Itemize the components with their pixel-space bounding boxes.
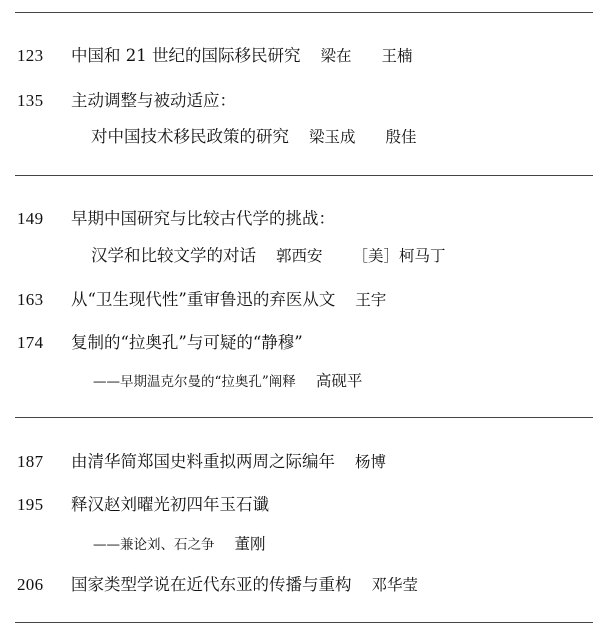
page-number: 195 xyxy=(17,495,44,514)
author-name: 郭西安 xyxy=(276,247,323,265)
author-name: 梁在 xyxy=(320,47,352,65)
article-title: 中国和 21 世纪的国际移民研究 梁在 王楠 xyxy=(71,46,413,65)
section-divider xyxy=(15,417,593,418)
author-name: 殷佳 xyxy=(385,128,417,146)
toc-entry[interactable] xyxy=(0,492,612,518)
toc-entry-continuation[interactable] xyxy=(0,243,612,269)
author-name: 王楠 xyxy=(381,47,413,65)
toc-entry[interactable] xyxy=(0,330,612,356)
article-title: 从“卫生现代性”重审鲁迅的弃医从文 王宇 xyxy=(71,290,387,309)
toc-entry[interactable] xyxy=(0,43,612,69)
author-name: 王宇 xyxy=(355,291,387,309)
page-number: 187 xyxy=(17,452,44,471)
toc-entry[interactable] xyxy=(0,88,612,114)
author-name: 董刚 xyxy=(234,535,266,553)
article-title: 释汉赵刘曜光初四年玉石谶 xyxy=(71,495,269,514)
author-name: ［美］柯马丁 xyxy=(352,247,446,265)
page-number: 135 xyxy=(17,91,44,110)
toc-entry-continuation[interactable] xyxy=(0,124,612,150)
article-title: 复制的“拉奥孔”与可疑的“静穆” xyxy=(71,333,303,352)
article-subtitle: ——早期温克尔曼的“拉奥孔”阐释 高砚平 xyxy=(93,372,363,390)
author-name: 高砚平 xyxy=(315,372,363,390)
author-name: 邓华莹 xyxy=(371,576,419,594)
toc-entry[interactable] xyxy=(0,206,612,232)
section-divider xyxy=(15,175,593,176)
page-number: 163 xyxy=(17,290,44,309)
article-subtitle: ——兼论刘、石之争 董刚 xyxy=(93,535,266,553)
page-number: 206 xyxy=(17,575,44,594)
toc-entry[interactable] xyxy=(0,449,612,475)
article-title: 早期中国研究与比较古代学的挑战： xyxy=(71,209,335,228)
article-title: 主动调整与被动适应： xyxy=(71,91,236,110)
author-name: 梁玉成 xyxy=(309,128,356,146)
toc-entry[interactable] xyxy=(0,572,612,598)
page-number: 149 xyxy=(17,209,44,228)
article-title: 国家类型学说在近代东亚的传播与重构 邓华莹 xyxy=(71,575,419,594)
page-number: 123 xyxy=(17,46,44,65)
article-title-continuation: 对中国技术移民政策的研究 梁玉成 殷佳 xyxy=(91,127,417,146)
toc-entry-subtitle[interactable] xyxy=(0,368,612,394)
article-title: 由清华简郑国史料重拟两周之际编年 杨博 xyxy=(71,452,387,471)
toc-entry-subtitle[interactable] xyxy=(0,531,612,557)
section-divider-bottom xyxy=(15,622,593,623)
author-name: 杨博 xyxy=(355,453,387,471)
article-title-continuation: 汉学和比较文学的对话 郭西安 ［美］柯马丁 xyxy=(91,246,446,265)
section-divider-top xyxy=(15,12,593,13)
page-number: 174 xyxy=(17,333,44,352)
toc-entry[interactable] xyxy=(0,287,612,313)
